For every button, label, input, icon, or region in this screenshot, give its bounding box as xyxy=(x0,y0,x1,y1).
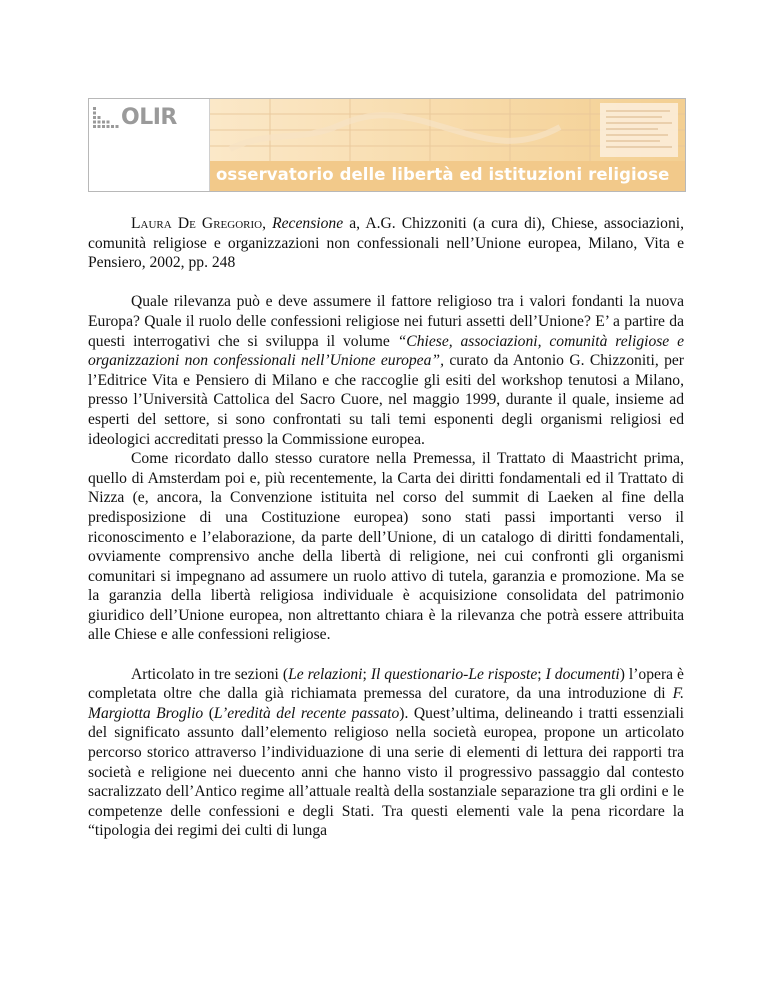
citation-reference: a, A.G. Chizzoniti (a cura di), Chiese, associazioni, comunità religiose e organizzazioni non confessionali nell’Unione europea, Milano, Vita e Pensiero, 2002, pp. 248 xyxy=(88,215,684,272)
olir-logo xyxy=(93,103,177,129)
banner-title: osservatorio delle libertà ed istituzioni religiose xyxy=(216,165,670,184)
section-name-3: I documenti xyxy=(545,665,620,683)
logo-wordmark: OLIR xyxy=(121,105,177,130)
paragraph-1-text-b: curato da Antonio G. Chizzoniti, per l’Editrice Vita e Pensiero di Milano e che raccoglie gli esiti del workshop tenutosi a Milano, presso l’Università Cattolica del Sacro Cuore, nel maggio 1999, durante il quale, insieme ad esperti del settore, si sono confrontati su tali temi esponenti degli organismi religiosi ed ideologici accreditati presso la Commissione europea. xyxy=(88,352,684,448)
citation-separator: , xyxy=(262,215,273,232)
citation-author: Laura De Gregorio xyxy=(131,215,263,232)
logo-cell xyxy=(89,99,210,191)
paragraph-3-text-a: Articolato in tre sezioni ( xyxy=(131,665,289,683)
intro-title: L’eredità del recente passato xyxy=(213,704,400,722)
paragraph-3-text-f: ). Quest’ultima, delineando i tratti essenziali del significato assunto dall’elemento religioso nella società europea, propone un articolato percorso storico attraverso l’individuazione di una serie di elementi di lettura dei rapporti tra società e religione nei duecento anni che hanno visto il progressivo passaggio dal contesto sacralizzato dell’Antico regime all’attuale realtà della sostanziale separazione tra gli ordini e le competenze delle confessioni e degli Stati. Tra questi elementi vale la pena ricordare la “tipologia dei regimi dei culti di lunga xyxy=(88,704,684,840)
map-decoration xyxy=(210,99,685,161)
paragraph-3-sep-2: ; xyxy=(537,665,546,683)
header-banner xyxy=(88,98,686,192)
banner-title-band xyxy=(210,161,685,191)
paragraph-1-text-a: Quale rilevanza può e deve assumere il fattore religioso tra i valori fondanti la nuova Europa? Quale il ruolo delle confessioni religiose nei futuri assetti dell’Unione? E’ a partire da questi interrogativi che si sviluppa il volume xyxy=(88,293,684,350)
document-body xyxy=(88,214,684,841)
section-name-1: Le relazioni xyxy=(288,665,363,683)
banner-map-strip xyxy=(210,99,685,161)
paragraph-3-sep-1: ; xyxy=(362,665,371,683)
intro-author: F. Margiotta Broglio xyxy=(88,685,684,722)
paragraph-2: Come ricordato dallo stesso curatore nella Premessa, il Trattato di Maastricht prima, quello di Amsterdam poi e, più recentemente, la Carta dei diritti fondamentali ed il Trattato di Nizza (e, ancora, la Convenzione istituita nel corso del summit di Laeken al fine della predisposizione di una Costituzione europea) sono stati passi importanti verso il riconoscimento e l’elaborazione, da parte dell’Unione, di un catalogo di diritti fondamentali, ovviamente comprensivo anche della libertà di religione, nei cui confronti gli organismi comunitari si impegnano ad assumere un ruolo attivo di tutela, garanzia e promozione. Ma se la garanzia della libertà religiosa individuale è acquisizione consolidata del patrimonio giuridico dell’Unione europea, non altrettanto chiara è la rilevanza che potrà essere attribuita alle Chiese e alle confessioni religiose. xyxy=(88,450,684,644)
paragraph-3-text-e: ( xyxy=(203,704,214,722)
dot-grid-icon xyxy=(93,107,119,129)
citation-label: Recensione xyxy=(272,215,344,232)
paragraph-3 xyxy=(88,665,684,841)
book-title: “Chiese, associazioni, comunità religiose e organizzazioni non confessionali nell’Unione europea”, xyxy=(88,332,685,370)
citation xyxy=(88,214,684,273)
paragraph-1 xyxy=(88,292,684,449)
section-name-2: Il questionario-Le risposte xyxy=(370,665,538,683)
paragraph-3-text-d: ) l’opera è completata oltre che dalla già richiamata premessa del curatore, da una introduzione di xyxy=(88,665,684,703)
